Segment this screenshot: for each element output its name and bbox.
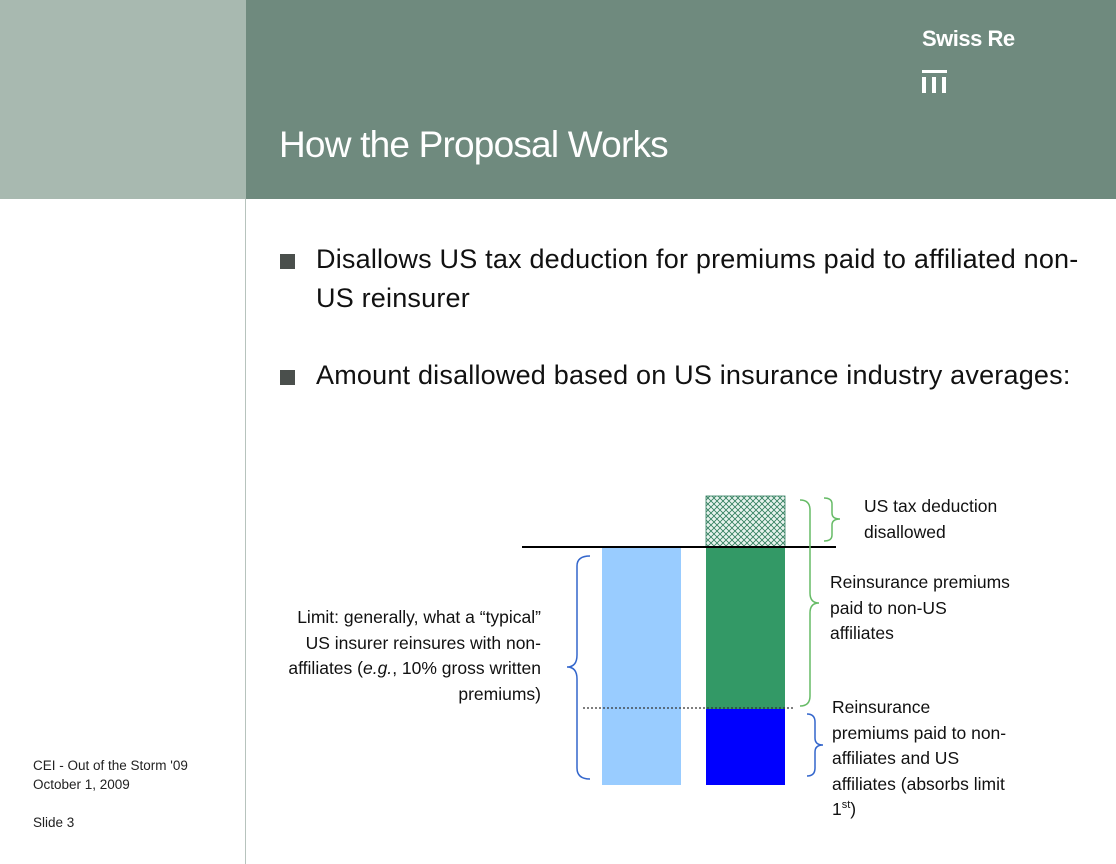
non-affiliates-bar (706, 709, 785, 785)
non-us-affiliates-bar (706, 547, 785, 709)
bullet-text: Amount disallowed based on US insurance industry averages: (316, 360, 1071, 390)
non-us-affiliates-brace (800, 500, 819, 706)
label-non-us-affiliates: Reinsurance premiums paid to non-US affiliates (830, 572, 1010, 643)
disallowed-brace (824, 498, 840, 541)
footer-date: October 1, 2009 (33, 777, 130, 792)
page-title: How the Proposal Works (279, 124, 668, 165)
label-limit: Limit: generally, what a “typical” US insurer reinsures with non-affiliates (e.g., 10% gross written premiums) (288, 607, 541, 704)
footer-slide-number: Slide 3 (33, 815, 75, 830)
disallowed-hatched-bar (706, 496, 785, 547)
footer-event: CEI - Out of the Storm '09 (33, 758, 188, 773)
limit-brace (567, 556, 590, 779)
bullet-text: Disallows US tax deduction for premiums paid to affiliated non-US reinsurer (316, 244, 1079, 313)
limit-bar (602, 547, 681, 785)
label-disallowed: US tax deduction disallowed (864, 496, 998, 542)
non-affiliates-brace (807, 714, 823, 776)
brand-name: Swiss Re (922, 26, 1015, 51)
label-non-affiliates: Reinsurance premiums paid to non-affiliates and US affiliates (absorbs limit 1st) (832, 697, 1007, 819)
